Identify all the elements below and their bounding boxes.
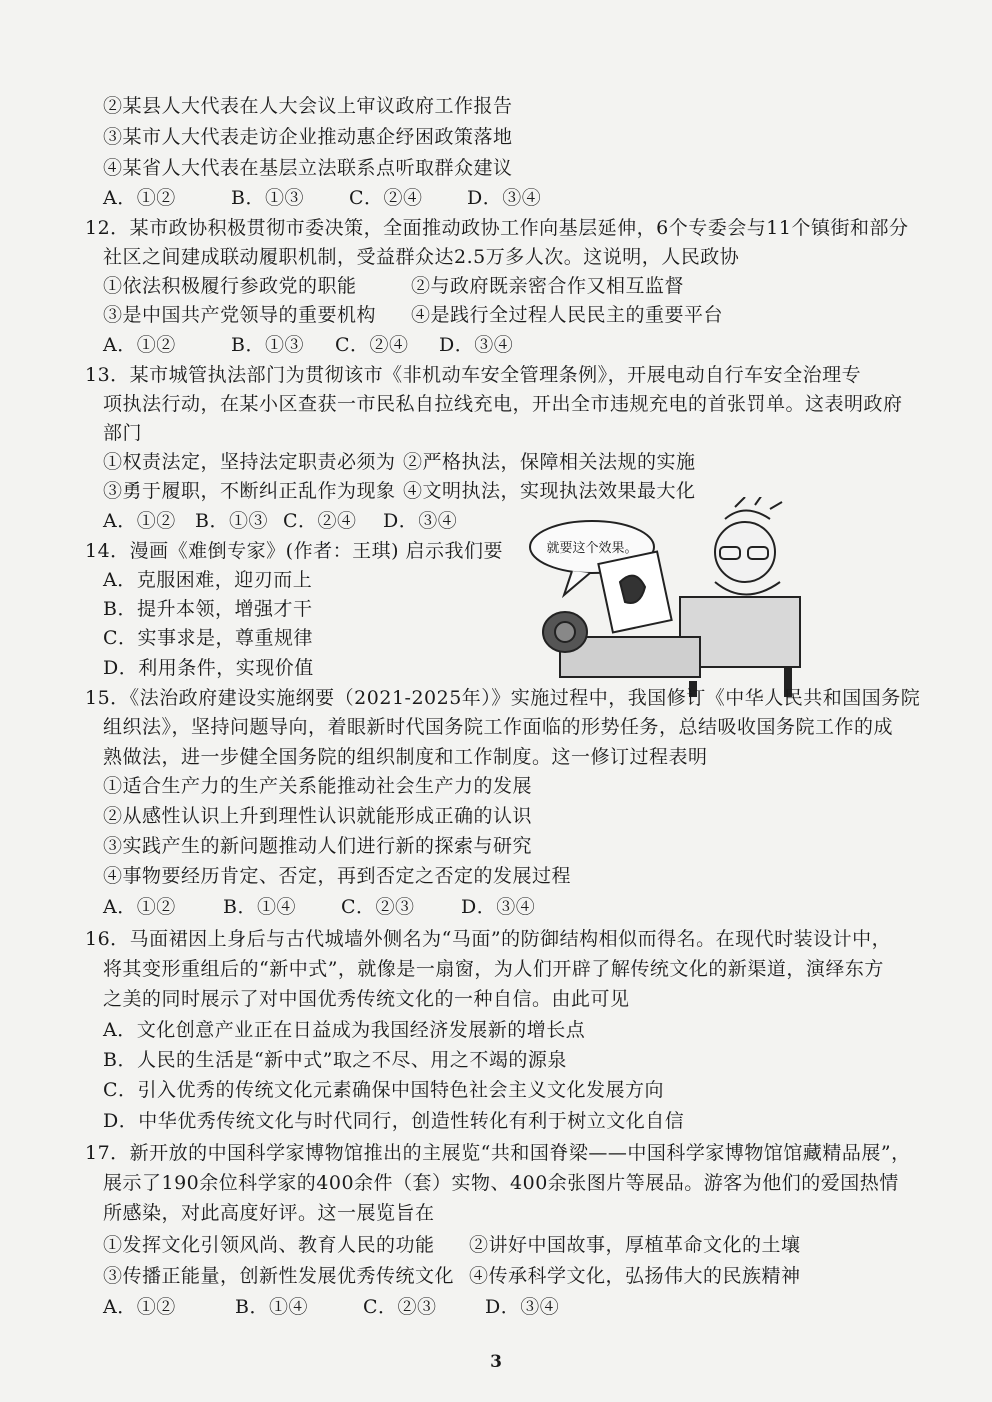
answer-b: B．①④ bbox=[223, 896, 296, 918]
answer-row bbox=[103, 330, 513, 360]
option-3: ③是中国共产党领导的重要机构 bbox=[103, 304, 377, 326]
option-1: ①发挥文化引领风尚、教育人民的功能 bbox=[103, 1234, 435, 1256]
answer-c: C．②④ bbox=[349, 187, 423, 209]
question-13-stem: 13．某市城管执法部门为贯彻该市《非机动车安全管理条例》，开展电动自行车安全治理专 bbox=[85, 364, 862, 386]
answer-c: C．②④ bbox=[335, 334, 409, 356]
question-17-stem: 17．新开放的中国科学家博物馆推出的主展览“共和国脊梁——中国科学家博物馆馆藏精品展”， bbox=[85, 1142, 911, 1164]
question-13-stem: 部门 bbox=[103, 422, 143, 444]
option-4: ④是践行全过程人民民主的重要平台 bbox=[411, 304, 724, 326]
option-2: ②讲好中国故事，厚植革命文化的土壤 bbox=[469, 1234, 801, 1256]
answer-a: A．①② bbox=[103, 510, 176, 532]
page-number: 3 bbox=[490, 1352, 502, 1372]
question-15-stem: 15．《法治政府建设实施纲要（2021-2025年）》实施过程中，我国修订《中华人民共和国国务院 bbox=[85, 687, 921, 709]
answer-row bbox=[103, 1292, 559, 1322]
choice-b: B．人民的生活是“新中式”取之不尽、用之不竭的源泉 bbox=[103, 1049, 567, 1071]
option-3: ③勇于履职，不断纠正乱作为现象 bbox=[103, 480, 396, 502]
option-4: ④事物要经历肯定、否定，再到否定之否定的发展过程 bbox=[103, 865, 572, 887]
answer-d: D．③④ bbox=[439, 334, 514, 356]
question-14-stem: 14．漫画《难倒专家》(作者：王琪) 启示我们要 bbox=[85, 540, 504, 562]
question-15-stem: 熟做法，进一步健全国务院的组织制度和工作制度。这一修订过程表明 bbox=[103, 746, 708, 768]
option-2: ②从感性认识上升到理性认识就能形成正确的认识 bbox=[103, 805, 533, 827]
answer-b: B．①④ bbox=[235, 1296, 308, 1318]
answer-b: B．①③ bbox=[231, 187, 304, 209]
option-4: ④传承科学文化，弘扬伟大的民族精神 bbox=[469, 1265, 801, 1287]
option-1: ①适合生产力的生产关系能推动社会生产力的发展 bbox=[103, 775, 533, 797]
choice-d: D．中华优秀传统文化与时代同行，创造性转化有利于树立文化自信 bbox=[103, 1110, 685, 1132]
option-1: ①依法积极履行参政党的职能 bbox=[103, 275, 357, 297]
option-3: ③实践产生的新问题推动人们进行新的探索与研究 bbox=[103, 835, 533, 857]
question-16-stem: 将其变形重组后的“新中式”，就像是一扇窗，为人们开辟了解传统文化的新渠道，演绎东方 bbox=[103, 958, 884, 980]
answer-row bbox=[103, 506, 457, 536]
option-row bbox=[103, 1230, 801, 1260]
question-12-stem: 12．某市政协积极贯彻市委决策，全面推动政协工作向基层延伸，6个专委会与11个镇街和部分 bbox=[85, 217, 909, 239]
option-row bbox=[103, 1261, 801, 1291]
option-line: ②某县人大代表在人大会议上审议政府工作报告 bbox=[103, 95, 513, 117]
option-line: ③某市人大代表走访企业推动惠企纾困政策落地 bbox=[103, 126, 513, 148]
speech-bubble-text: 就要这个效果。 bbox=[546, 541, 638, 556]
choice-a: A．文化创意产业正在日益成为我国经济发展新的增长点 bbox=[103, 1019, 586, 1041]
option-2: ②与政府既亲密合作又相互监督 bbox=[411, 275, 685, 297]
choice-c: C．实事求是，尊重规律 bbox=[103, 627, 314, 649]
answer-d: D．③④ bbox=[383, 510, 458, 532]
answer-c: C．②③ bbox=[363, 1296, 437, 1318]
option-row bbox=[103, 447, 696, 477]
answer-d: D．③④ bbox=[467, 187, 542, 209]
answer-c: C．②③ bbox=[341, 896, 415, 918]
answer-a: A．①② bbox=[103, 896, 176, 918]
answer-b: B．①③ bbox=[231, 334, 304, 356]
answer-a: A．①② bbox=[103, 1296, 176, 1318]
option-row bbox=[103, 300, 723, 330]
question-16-stem: 之美的同时展示了对中国优秀传统文化的一种自信。由此可见 bbox=[103, 988, 630, 1010]
option-line: ④某省人大代表在基层立法联系点听取群众建议 bbox=[103, 157, 513, 179]
answer-b: B．①③ bbox=[195, 510, 268, 532]
answer-c: C．②④ bbox=[283, 510, 357, 532]
option-row bbox=[103, 271, 684, 301]
question-16-stem: 16．马面裙因上身后与古代城墙外侧名为“马面”的防御结构相似而得名。在现代时装设计中， bbox=[85, 928, 892, 950]
answer-a: A．①② bbox=[103, 187, 176, 209]
option-4: ④文明执法，实现执法效果最大化 bbox=[403, 480, 696, 502]
answer-row bbox=[103, 892, 535, 922]
answer-a: A．①② bbox=[103, 334, 176, 356]
option-2: ②严格执法，保障相关法规的实施 bbox=[403, 451, 696, 473]
question-15-stem: 组织法》，坚持问题导向，着眼新时代国务院工作面临的形势任务，总结吸收国务院工作的成 bbox=[103, 716, 894, 738]
choice-c: C．引入优秀的传统文化元素确保中国特色社会主义文化发展方向 bbox=[103, 1079, 665, 1101]
option-3: ③传播正能量，创新性发展优秀传统文化 bbox=[103, 1265, 455, 1287]
choice-b: B．提升本领，增强才干 bbox=[103, 598, 313, 620]
option-1: ①权责法定，坚持法定职责必须为 bbox=[103, 451, 396, 473]
question-17-stem: 所感染，对此高度好评。这一展览旨在 bbox=[103, 1202, 435, 1224]
answer-row bbox=[103, 183, 541, 213]
choice-d: D．利用条件，实现价值 bbox=[103, 657, 314, 679]
answer-d: D．③④ bbox=[485, 1296, 560, 1318]
question-17-stem: 展示了190余位科学家的400余件（套）实物、400余张图片等展品。游客为他们的爱国热情 bbox=[103, 1172, 899, 1194]
question-13-stem: 项执法行动，在某小区查获一市民私自拉线充电，开出全市违规充电的首张罚单。这表明政府 bbox=[103, 393, 903, 415]
cartoon-image bbox=[520, 497, 810, 697]
question-12-stem: 社区之间建成联动履职机制，受益群众达2.5万多人次。这说明，人民政协 bbox=[103, 246, 740, 268]
answer-d: D．③④ bbox=[461, 896, 536, 918]
choice-a: A．克服困难，迎刃而上 bbox=[103, 569, 313, 591]
